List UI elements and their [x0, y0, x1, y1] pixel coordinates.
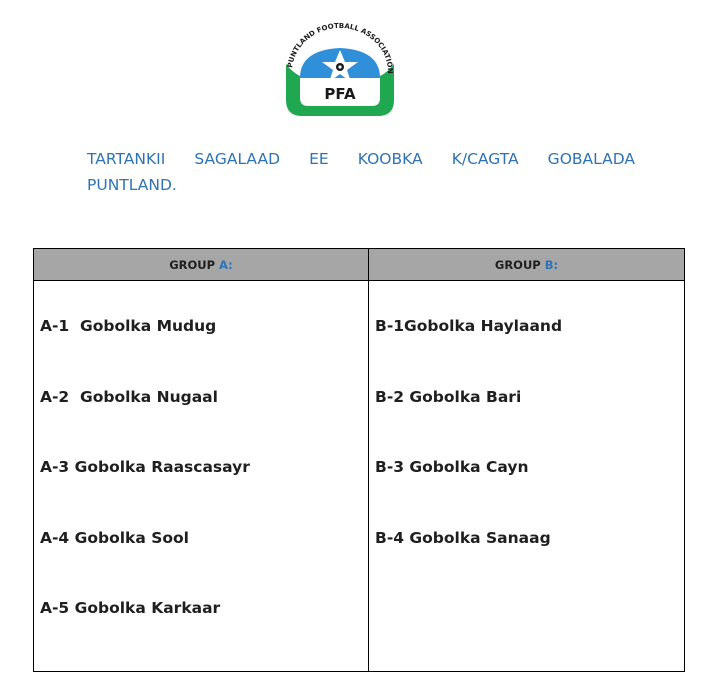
group-b-cell — [369, 281, 685, 672]
group-b-list — [369, 281, 684, 599]
pfa-logo — [270, 20, 410, 120]
page-title: TARTANKII SAGALAAD EE KOOBKA K/CAGTA GOBALADA PUNTLAND. — [87, 150, 635, 194]
list-item: B-1Gobolka Haylaand — [375, 317, 563, 335]
group-a-header: GROUP A: — [34, 249, 369, 281]
list-item: B-4 Gobolka Sanaag — [375, 528, 551, 547]
logo-abbr: PFA — [324, 85, 356, 103]
group-a-cell — [34, 281, 369, 672]
logo-arc-text: PUNTLAND FOOTBALL ASSOCIATION — [286, 21, 395, 74]
groups-table — [33, 248, 685, 672]
list-item: B-2 Gobolka Bari — [375, 387, 522, 406]
list-item: A-4 Gobolka Sool — [40, 528, 189, 547]
list-item: B-3 Gobolka Cayn — [375, 458, 529, 476]
group-b-header: GROUP B: — [369, 249, 685, 281]
list-item: A-2 Gobolka Nugaal — [40, 387, 218, 406]
list-item: A-5 Gobolka Karkaar — [40, 599, 221, 617]
list-item: A-1 Gobolka Mudug — [40, 317, 217, 335]
group-a-list — [34, 281, 368, 670]
list-item: A-3 Gobolka Raascasayr — [40, 458, 250, 476]
